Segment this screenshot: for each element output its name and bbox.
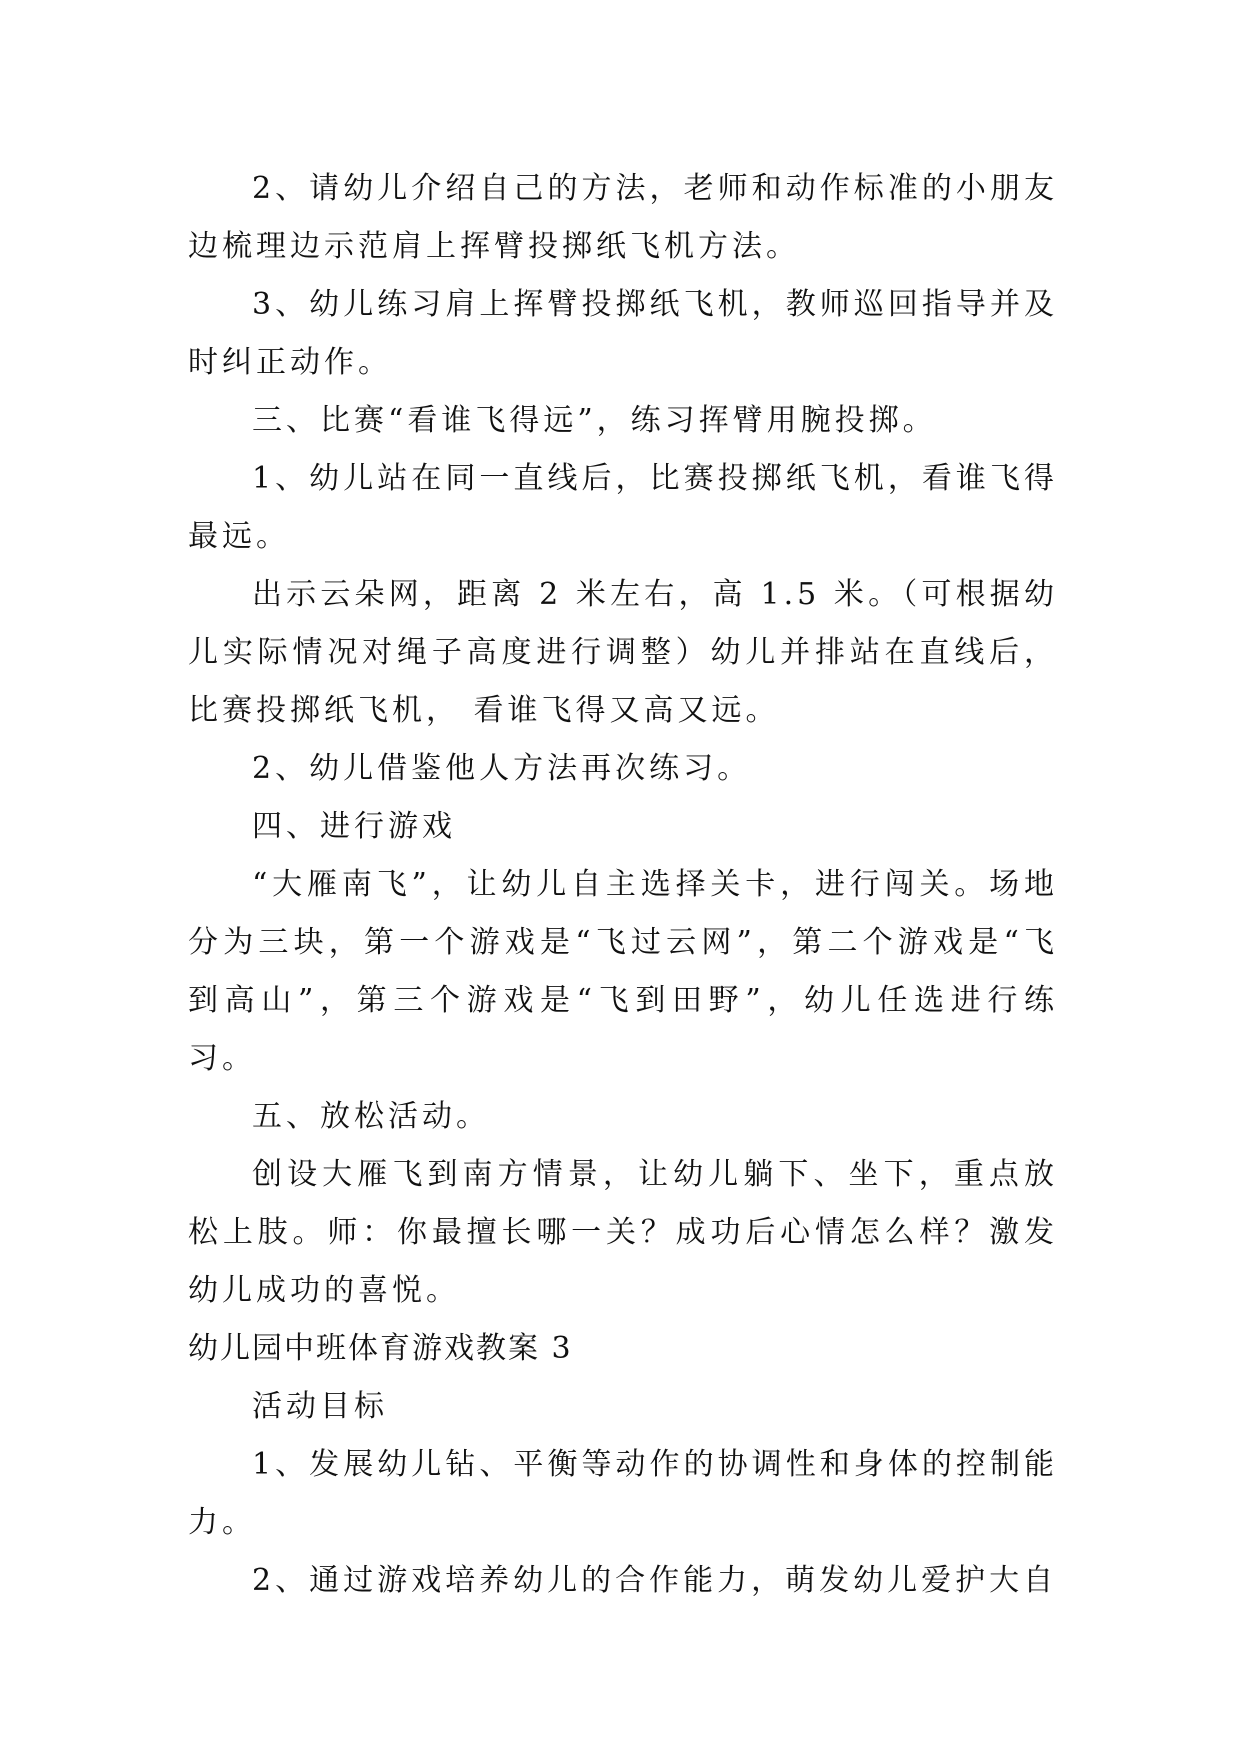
paragraph: 三、比赛“看谁飞得远”，练习挥臂用腕投掷。 <box>252 403 937 438</box>
paragraph: 1、发展幼儿钻、平衡等动作的协调性和身体的控制能力。 <box>188 1447 1058 1540</box>
section-title: 幼儿园中班体育游戏教案 3 <box>188 1331 573 1366</box>
paragraph: 五、放松活动。 <box>252 1099 490 1134</box>
paragraph: 四、进行游戏 <box>252 809 456 844</box>
paragraph: 1、幼儿站在同一直线后，比赛投掷纸飞机，看谁飞得最远。 <box>188 461 1058 554</box>
paragraph: 2、请幼儿介绍自己的方法，老师和动作标准的小朋友边梳理边示范肩上挥臂投掷纸飞机方法。 <box>188 171 1058 264</box>
paragraph: 3、幼儿练习肩上挥臂投掷纸飞机，教师巡回指导并及时纠正动作。 <box>188 287 1058 380</box>
paragraph: 活动目标 <box>252 1389 388 1424</box>
paragraph: 2、幼儿借鉴他人方法再次练习。 <box>252 751 752 786</box>
document-body <box>188 160 1058 1610</box>
paragraph: 出示云朵网，距离 2 米左右，高 1.5 米。（可根据幼儿实际情况对绳子高度进行调整）幼儿并排站在直线后，比赛投掷纸飞机， 看谁飞得又高又远。 <box>188 577 1058 728</box>
paragraph: 2、通过游戏培养幼儿的合作能力，萌发幼儿爱护大自 <box>252 1563 1058 1598</box>
paragraph: “大雁南飞”，让幼儿自主选择关卡，进行闯关。场地分为三块，第一个游戏是“飞过云网”，第二个游戏是“飞到高山”，第三个游戏是“飞到田野”，幼儿任选进行练习。 <box>188 867 1058 1076</box>
paragraph: 创设大雁飞到南方情景，让幼儿躺下、坐下，重点放松上肢。师：你最擅长哪一关？成功后心情怎么样？激发幼儿成功的喜悦。 <box>188 1157 1058 1308</box>
